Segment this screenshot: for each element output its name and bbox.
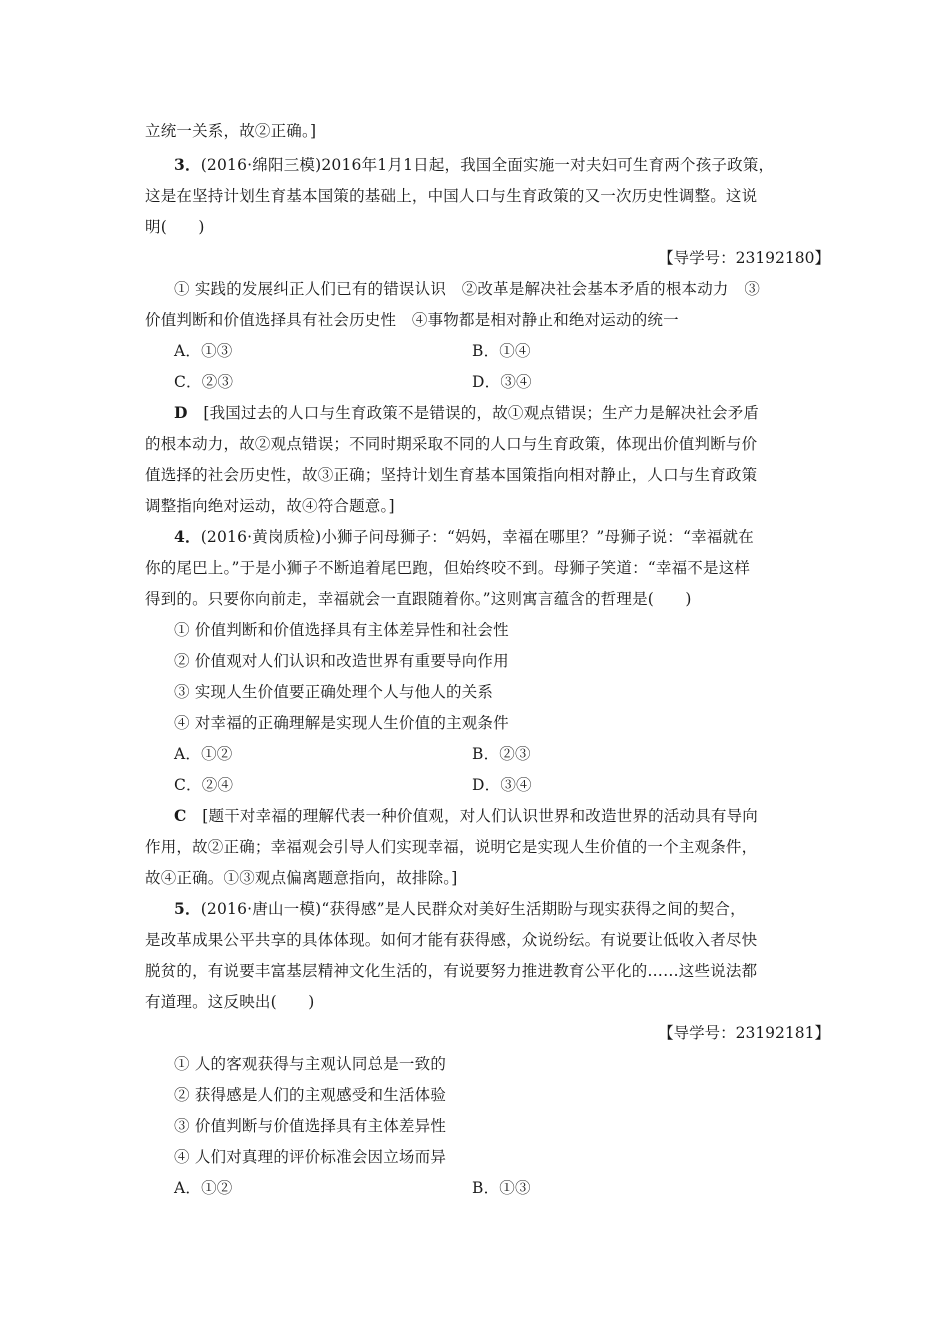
q3-option-c: C．②③ [174, 373, 234, 391]
q3-statement-line2: 价值判断和价值选择具有社会历史性 ④事物都是相对静止和绝对运动的统一 [145, 311, 679, 329]
q5-statement-2: ② 获得感是人们的主观感受和生活体验 [174, 1086, 447, 1104]
q3-option-d: D．③④ [472, 373, 532, 391]
q3-stem-line1 [174, 154, 774, 176]
q4-answer-text1: [题干对幸福的理解代表一种价值观，对人们认识世界和改造世界的活动具有导向 [202, 807, 758, 825]
q5-number: 5． [174, 899, 201, 918]
q4-answer-letter: C [174, 806, 187, 825]
q3-guide-number: 【导学号：23192180】 [658, 249, 830, 267]
q3-number: 3． [174, 155, 201, 174]
q5-statement-4: ④ 人们对真理的评价标准会因立场而异 [174, 1148, 447, 1166]
prev-answer-tail: 立统一关系，故②正确。] [145, 122, 317, 140]
q3-statement-line1: ① 实践的发展纠正人们已有的错误认识 ②改革是解决社会基本矛盾的根本动力 ③ [174, 280, 761, 298]
q3-stem-line2: 这是在坚持计划生育基本国策的基础上，中国人口与生育政策的又一次历史性调整。这说 [145, 187, 758, 205]
q4-answer-line1 [174, 805, 758, 827]
q5-option-a: A．①② [174, 1179, 233, 1197]
q4-option-b: B．②③ [472, 745, 531, 763]
q5-guide-number: 【导学号：23192181】 [658, 1024, 830, 1042]
q5-statement-3: ③ 价值判断与价值选择具有主体差异性 [174, 1117, 447, 1135]
q3-answer-line2: 的根本动力，故②观点错误；不同时期采取不同的人口与生育政策，体现出价值判断与价 [145, 435, 758, 453]
q3-answer-letter: D [174, 403, 188, 422]
q4-stem-text1: (2016·黄岗质检)小狮子问母狮子：“妈妈，幸福在哪里？”母狮子说：“幸福就在 [200, 528, 754, 546]
q4-option-d: D．③④ [472, 776, 532, 794]
q4-option-a: A．①② [174, 745, 233, 763]
q4-option-c: C．②④ [174, 776, 234, 794]
q4-statement-1: ① 价值判断和价值选择具有主体差异性和社会性 [174, 621, 509, 639]
q3-option-b: B．①④ [472, 342, 531, 360]
q4-number: 4． [174, 527, 201, 546]
q3-answer-text1: [我国过去的人口与生育政策不是错误的，故①观点错误；生产力是解决社会矛盾 [203, 404, 760, 422]
q3-answer-line3: 值选择的社会历史性，故③正确；坚持计划生育基本国策指向相对静止，人口与生育政策 [145, 466, 758, 484]
q3-answer-line4: 调整指向绝对运动，故④符合题意。] [145, 497, 395, 515]
q5-stem-line4: 有道理。这反映出( ) [145, 993, 315, 1011]
q4-statement-4: ④ 对幸福的正确理解是实现人生价值的主观条件 [174, 714, 509, 732]
q3-stem-line3: 明( ) [145, 218, 205, 236]
q5-stem-line3: 脱贫的，有说要丰富基层精神文化生活的，有说要努力推进教育公平化的……这些说法都 [145, 962, 758, 980]
q4-answer-line2: 作用，故②正确；幸福观会引导人们实现幸福，说明它是实现人生价值的一个主观条件， [145, 838, 758, 856]
q4-stem-line2: 你的尾巴上。”于是小狮子不断追着尾巴跑，但始终咬不到。母狮子笑道：“幸福不是这样 [145, 559, 751, 577]
q5-option-b: B．①③ [472, 1179, 531, 1197]
q4-answer-line3: 故④正确。①③观点偏离题意指向，故排除。] [145, 869, 458, 887]
q4-statement-3: ③ 实现人生价值要正确处理个人与他人的关系 [174, 683, 494, 701]
q5-stem-line1 [174, 898, 746, 920]
q5-stem-text1: (2016·唐山一模)“获得感”是人民群众对美好生活期盼与现实获得之间的契合， [200, 900, 746, 918]
q3-option-a: A．①③ [174, 342, 233, 360]
q4-stem-line3: 得到的。只要你向前走，幸福就会一直跟随着你。”这则寓言蕴含的哲理是( ) [145, 590, 692, 608]
q5-statement-1: ① 人的客观获得与主观认同总是一致的 [174, 1055, 447, 1073]
q4-statement-2: ② 价值观对人们认识和改造世界有重要导向作用 [174, 652, 509, 670]
q4-stem-line1 [174, 526, 754, 548]
q5-stem-line2: 是改革成果公平共享的具体体现。如何才能有获得感，众说纷纭。有说要让低收入者尽快 [145, 931, 758, 949]
q3-stem-text1: (2016·绵阳三模)2016年1月1日起，我国全面实施一对夫妇可生育两个孩子政策， [200, 156, 775, 174]
q3-answer-line1 [174, 402, 759, 424]
